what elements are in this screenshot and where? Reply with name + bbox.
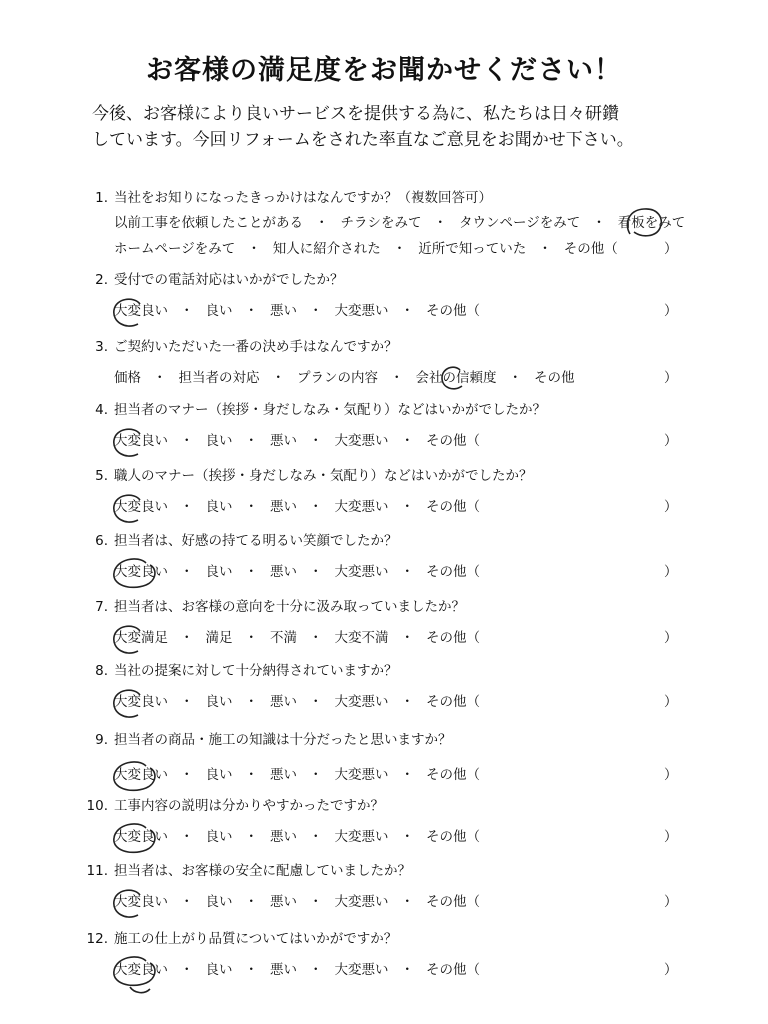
option-flyer[interactable]: チラシをみて bbox=[340, 215, 422, 231]
separator: ・ bbox=[244, 499, 258, 515]
options-line-1 bbox=[80, 212, 700, 234]
question-7 bbox=[80, 597, 700, 649]
question-4 bbox=[80, 400, 700, 452]
intro-line-1: 今後、お客様により良いサービスを提供する為に、私たちは日々研鑽 bbox=[92, 104, 619, 124]
option-good[interactable]: 良い bbox=[205, 894, 233, 910]
separator: ・ bbox=[400, 767, 414, 783]
option-other[interactable]: その他（ bbox=[426, 564, 480, 580]
option-plan-content[interactable]: プランの内容 bbox=[297, 370, 378, 386]
separator: ・ bbox=[180, 829, 194, 845]
close-paren: ） bbox=[664, 829, 678, 845]
option-label: 大変良い bbox=[114, 303, 168, 319]
option-referral[interactable]: 知人に紹介された bbox=[272, 241, 381, 257]
option-neighborhood[interactable]: 近所で知っていた bbox=[418, 241, 527, 257]
option-good[interactable]: 良い bbox=[205, 962, 233, 978]
option-other[interactable]: その他（ bbox=[426, 499, 480, 515]
question-5 bbox=[80, 466, 700, 518]
question-title bbox=[80, 730, 700, 750]
separator: ・ bbox=[180, 433, 194, 449]
question-9 bbox=[80, 730, 700, 786]
option-bad[interactable]: 悪い bbox=[270, 767, 297, 783]
close-paren: ） bbox=[664, 303, 678, 319]
question-text: 担当者の商品・施工の知識は十分だったと思いますか？ bbox=[114, 732, 452, 748]
option-very-good[interactable] bbox=[114, 561, 168, 583]
separator: ・ bbox=[309, 433, 323, 449]
question-title bbox=[80, 337, 700, 357]
option-very-good[interactable] bbox=[114, 764, 168, 786]
separator: ・ bbox=[309, 630, 323, 646]
separator: ・ bbox=[180, 303, 194, 319]
question-number: 2. bbox=[95, 272, 108, 288]
close-paren: ） bbox=[664, 767, 678, 783]
separator: ・ bbox=[244, 894, 258, 910]
option-label: 大変良い bbox=[114, 829, 168, 845]
question-title bbox=[80, 466, 700, 486]
question-10 bbox=[80, 796, 700, 848]
option-other[interactable]: その他（ bbox=[426, 694, 480, 710]
separator: ・ bbox=[309, 894, 323, 910]
separator: ・ bbox=[400, 829, 414, 845]
separator: ・ bbox=[244, 829, 258, 845]
option-very-good[interactable] bbox=[114, 430, 168, 452]
close-paren: ） bbox=[664, 894, 678, 910]
question-8 bbox=[80, 661, 700, 713]
option-very-bad[interactable]: 大変悪い bbox=[334, 303, 389, 319]
option-good[interactable]: 良い bbox=[205, 564, 233, 580]
option-other[interactable]: その他（ bbox=[426, 829, 480, 845]
separator: ・ bbox=[244, 767, 258, 783]
option-very-good[interactable] bbox=[114, 959, 168, 981]
separator: ・ bbox=[244, 630, 258, 646]
option-very-bad[interactable]: 大変悪い bbox=[334, 433, 389, 449]
question-number: 4. bbox=[95, 402, 108, 418]
question-number: 9. bbox=[95, 732, 108, 748]
intro-line-2: しています。今回リフォームをされた率直なご意見をお聞かせ下さい。 bbox=[92, 130, 634, 150]
separator: ・ bbox=[309, 767, 323, 783]
separator: ・ bbox=[180, 564, 194, 580]
option-good[interactable]: 良い bbox=[205, 829, 233, 845]
question-text: 受付での電話対応はいかがでしたか？ bbox=[114, 272, 344, 288]
question-11 bbox=[80, 861, 700, 913]
question-number: 12. bbox=[86, 931, 108, 947]
option-very-satisfied[interactable] bbox=[114, 627, 168, 649]
question-text: ご契約いただいた一番の決め手はなんですか？ bbox=[114, 339, 398, 355]
separator: ・ bbox=[247, 241, 261, 257]
answer-options bbox=[80, 561, 700, 583]
option-price[interactable]: 価格 bbox=[114, 370, 141, 386]
option-label: 大変良い bbox=[114, 767, 168, 783]
separator: ・ bbox=[180, 767, 194, 783]
separator: ・ bbox=[244, 962, 258, 978]
answer-options bbox=[80, 496, 700, 518]
close-paren: ） bbox=[664, 370, 678, 386]
question-title bbox=[80, 531, 700, 551]
option-other[interactable]: その他（ bbox=[426, 433, 480, 449]
separator: ・ bbox=[180, 962, 194, 978]
page-title: お客様の満足度をお聞かせください！ bbox=[146, 55, 622, 86]
option-other[interactable]: その他（ bbox=[426, 962, 480, 978]
option-other[interactable]: その他（ bbox=[426, 303, 480, 319]
question-number: 7. bbox=[95, 599, 108, 615]
option-very-bad[interactable]: 大変悪い bbox=[334, 894, 389, 910]
separator: ・ bbox=[180, 630, 194, 646]
option-label: 大変良い bbox=[114, 694, 168, 710]
option-staff-response[interactable]: 担当者の対応 bbox=[178, 370, 260, 386]
option-very-bad[interactable]: 大変悪い bbox=[334, 962, 389, 978]
separator: ・ bbox=[244, 694, 258, 710]
option-homepage[interactable]: ホームページをみて bbox=[114, 241, 236, 257]
question-number: 10. bbox=[86, 798, 108, 814]
question-title bbox=[80, 929, 700, 949]
question-number: 8. bbox=[95, 663, 108, 679]
option-other[interactable]: その他 bbox=[534, 370, 575, 386]
question-number: 5. bbox=[95, 468, 108, 484]
option-bad[interactable]: 悪い bbox=[270, 303, 297, 319]
separator: ・ bbox=[433, 215, 447, 231]
question-3 bbox=[80, 337, 700, 389]
option-good[interactable]: 良い bbox=[205, 499, 233, 515]
option-good[interactable]: 良い bbox=[205, 303, 233, 319]
question-number: 3. bbox=[95, 339, 108, 355]
option-company-trust[interactable] bbox=[416, 367, 497, 389]
option-bad[interactable]: 悪い bbox=[270, 499, 297, 515]
option-bad[interactable]: 悪い bbox=[270, 694, 297, 710]
separator: ・ bbox=[153, 370, 167, 386]
close-paren: ） bbox=[664, 962, 678, 978]
answer-options bbox=[80, 826, 700, 848]
question-title bbox=[80, 597, 700, 617]
question-title bbox=[80, 400, 700, 420]
option-label: 大変良い bbox=[114, 894, 168, 910]
option-very-dissatisfied[interactable]: 大変不満 bbox=[334, 630, 389, 646]
separator: ・ bbox=[244, 303, 258, 319]
question-text: 施工の仕上がり品質についてはいかがですか？ bbox=[114, 931, 398, 947]
separator: ・ bbox=[508, 370, 522, 386]
option-label: 大変満足 bbox=[114, 630, 168, 646]
option-very-bad[interactable]: 大変悪い bbox=[334, 499, 389, 515]
option-good[interactable]: 良い bbox=[205, 433, 233, 449]
separator: ・ bbox=[309, 829, 323, 845]
separator: ・ bbox=[400, 433, 414, 449]
question-title bbox=[80, 796, 700, 816]
question-title bbox=[80, 270, 700, 290]
question-number: 1. bbox=[95, 190, 108, 206]
question-2 bbox=[80, 270, 700, 322]
separator: ・ bbox=[315, 215, 329, 231]
separator: ・ bbox=[309, 962, 323, 978]
question-title bbox=[80, 661, 700, 681]
separator: ・ bbox=[180, 694, 194, 710]
question-title bbox=[80, 188, 700, 208]
answer-options bbox=[80, 764, 700, 786]
close-paren: ） bbox=[664, 241, 678, 257]
option-label: 大変良い bbox=[114, 962, 168, 978]
separator: ・ bbox=[309, 499, 323, 515]
close-paren: ） bbox=[664, 694, 678, 710]
close-paren: ） bbox=[664, 630, 678, 646]
question-12 bbox=[80, 929, 700, 981]
option-very-good[interactable] bbox=[114, 691, 168, 713]
option-very-bad[interactable]: 大変悪い bbox=[334, 564, 389, 580]
close-paren: ） bbox=[664, 564, 678, 580]
separator: ・ bbox=[180, 499, 194, 515]
option-bad[interactable]: 悪い bbox=[270, 564, 297, 580]
separator: ・ bbox=[271, 370, 285, 386]
option-other[interactable]: その他（ bbox=[426, 767, 480, 783]
separator: ・ bbox=[392, 241, 407, 257]
question-text: 工事内容の説明は分かりやすかったですか？ bbox=[114, 798, 384, 814]
option-very-bad[interactable]: 大変悪い bbox=[334, 767, 389, 783]
close-paren: ） bbox=[664, 433, 678, 449]
answer-options bbox=[80, 691, 700, 713]
option-bad[interactable]: 悪い bbox=[270, 433, 297, 449]
question-text: 当社の提案に対して十分納得されていますか？ bbox=[114, 663, 398, 679]
separator: ・ bbox=[592, 215, 606, 231]
question-text: 担当者のマナー（挨拶・身だしなみ・気配り）などはいかがでしたか？ bbox=[114, 402, 546, 418]
option-very-bad[interactable]: 大変悪い bbox=[334, 694, 389, 710]
separator: ・ bbox=[400, 564, 414, 580]
option-other[interactable]: その他（ bbox=[563, 241, 618, 257]
separator: ・ bbox=[180, 894, 194, 910]
question-number: 6. bbox=[95, 533, 108, 549]
option-label: 大変良い bbox=[114, 564, 168, 580]
option-good[interactable]: 良い bbox=[205, 767, 233, 783]
answer-options bbox=[80, 891, 700, 913]
separator: ・ bbox=[400, 630, 414, 646]
question-text: 担当者は、お客様の意向を十分に汲み取っていましたか？ bbox=[114, 599, 465, 615]
answer-options bbox=[80, 430, 700, 452]
option-very-bad[interactable]: 大変悪い bbox=[334, 829, 389, 845]
separator: ・ bbox=[309, 694, 323, 710]
option-good[interactable]: 良い bbox=[205, 694, 233, 710]
question-text: 職人のマナー（挨拶・身だしなみ・気配り）などはいかがでしたか？ bbox=[114, 468, 533, 484]
option-very-good[interactable] bbox=[114, 496, 168, 518]
option-very-good[interactable] bbox=[114, 891, 168, 913]
option-label: 看板をみて bbox=[617, 215, 686, 231]
separator: ・ bbox=[309, 564, 323, 580]
question-title bbox=[80, 861, 700, 881]
options-line-2 bbox=[80, 238, 700, 260]
option-label: 会社の信頼度 bbox=[415, 370, 497, 386]
separator: ・ bbox=[400, 894, 414, 910]
option-town-page[interactable]: タウンページをみて bbox=[459, 215, 581, 231]
answer-options bbox=[80, 300, 700, 322]
question-text: 担当者は、好感の持てる明るい笑顔でしたか？ bbox=[114, 533, 398, 549]
answer-options bbox=[80, 627, 700, 649]
option-label: 大変良い bbox=[114, 433, 168, 449]
option-bad[interactable]: 悪い bbox=[270, 829, 297, 845]
option-signboard[interactable] bbox=[618, 212, 686, 234]
separator: ・ bbox=[244, 433, 258, 449]
separator: ・ bbox=[538, 241, 552, 257]
option-satisfied[interactable]: 満足 bbox=[205, 630, 233, 646]
option-very-good[interactable] bbox=[114, 300, 168, 322]
option-dissatisfied[interactable]: 不満 bbox=[270, 630, 297, 646]
separator: ・ bbox=[244, 564, 258, 580]
question-text: 当社をお知りになったきっかけはなんですか？（複数回答可） bbox=[114, 190, 492, 206]
close-paren: ） bbox=[664, 499, 678, 515]
option-bad[interactable]: 悪い bbox=[270, 962, 297, 978]
separator: ・ bbox=[390, 370, 404, 386]
option-other[interactable]: その他（ bbox=[426, 630, 480, 646]
answer-options bbox=[80, 959, 700, 981]
question-6 bbox=[80, 531, 700, 583]
question-text: 担当者は、お客様の安全に配慮していましたか？ bbox=[114, 863, 411, 879]
option-label: 大変良い bbox=[114, 499, 168, 515]
option-bad[interactable]: 悪い bbox=[270, 894, 297, 910]
option-other[interactable]: その他（ bbox=[426, 894, 480, 910]
separator: ・ bbox=[400, 303, 414, 319]
separator: ・ bbox=[400, 694, 414, 710]
separator: ・ bbox=[400, 499, 414, 515]
separator: ・ bbox=[400, 962, 414, 978]
question-number: 11. bbox=[86, 863, 108, 879]
separator: ・ bbox=[309, 303, 323, 319]
answer-options bbox=[80, 367, 700, 389]
option-very-good[interactable] bbox=[114, 826, 168, 848]
question-1 bbox=[80, 188, 700, 260]
option-previous-work[interactable]: 以前工事を依頼したことがある bbox=[114, 215, 303, 231]
